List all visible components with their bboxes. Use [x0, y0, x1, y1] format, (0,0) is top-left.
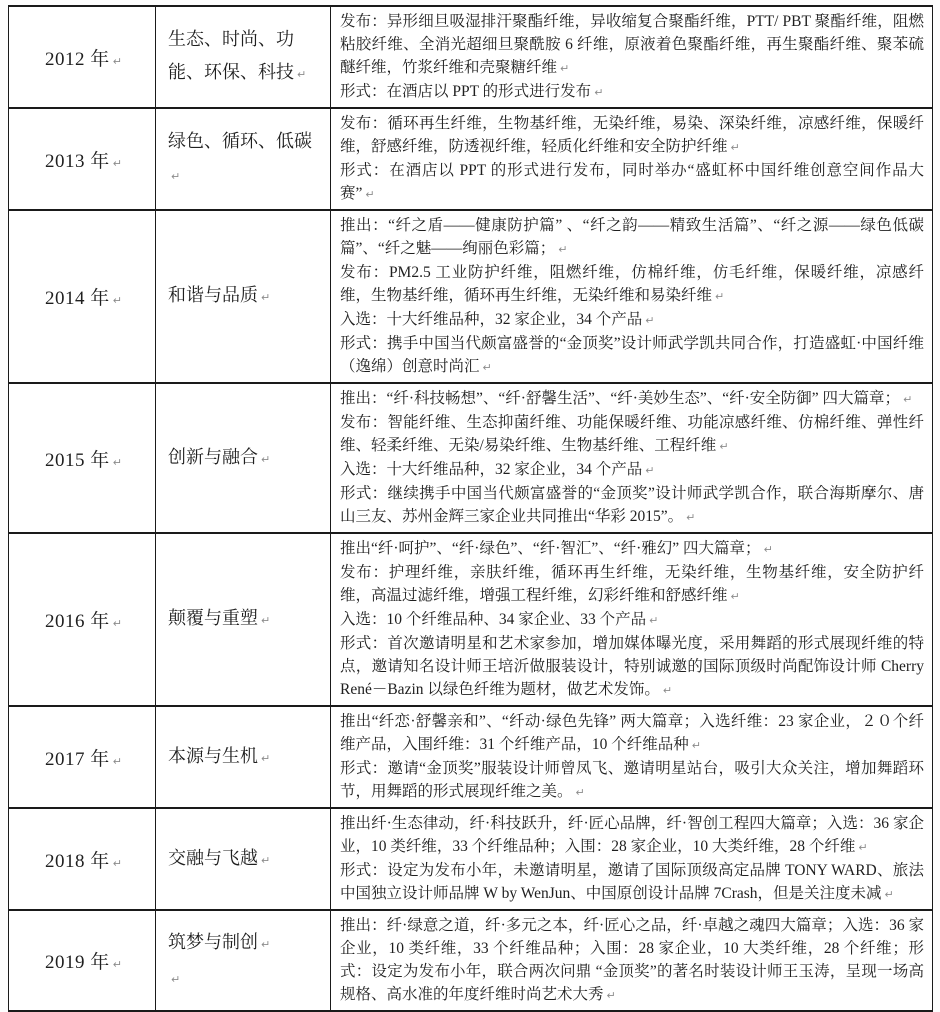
theme-paragraph: [168, 279, 324, 314]
paragraph-text: 2012 年: [45, 48, 110, 70]
table-row: [9, 6, 933, 108]
theme-paragraph: [168, 842, 324, 877]
table-row: [9, 383, 933, 533]
detail-paragraph: [340, 261, 924, 308]
paragraph-mark-icon: ↵: [171, 972, 181, 986]
detail-paragraph: [340, 859, 924, 906]
details-cell: [331, 383, 933, 533]
paragraph-mark-icon: ↵: [261, 614, 271, 627]
year-paragraph: [45, 947, 151, 974]
paragraph-text: 推出“纤恋·舒馨亲和”、“纤动·绿色先锋” 两大篇章；入选纤维：23 家企业，２０个纤维产品，入围纤维：31 个纤维产品，10 个纤维品种: [340, 713, 924, 753]
year-paragraph: [45, 146, 151, 173]
year-cell: [9, 383, 156, 533]
paragraph-text: 推出：“纤之盾——健康防护篇” 、“纤之韵——精致生活篇”、“纤之源——绿色低碳篇”、“纤之魅——绚丽色彩篇；: [340, 217, 924, 257]
year-cell: [9, 808, 156, 910]
paragraph-mark-icon: ↵: [719, 440, 729, 453]
paragraph-text: 2018 年: [45, 850, 110, 872]
paragraph-mark-icon: ↵: [112, 156, 123, 170]
paragraph-mark-icon: ↵: [560, 62, 570, 75]
details-cell: [331, 108, 933, 210]
detail-paragraph: [340, 387, 924, 411]
theme-cell: [156, 706, 331, 808]
paragraph-mark-icon: ↵: [112, 455, 123, 469]
theme-paragraph: [168, 740, 324, 775]
year-cell: [9, 706, 156, 808]
year-paragraph: [45, 283, 151, 310]
detail-paragraph: [340, 632, 924, 702]
paragraph-mark-icon: ↵: [261, 452, 271, 466]
paragraph-mark-icon: ↵: [365, 188, 375, 201]
paragraph-mark-icon: ↵: [715, 290, 725, 303]
year-cell: [9, 210, 156, 383]
table-row: [9, 533, 933, 706]
fiber-annual-release-table: [8, 5, 933, 1012]
paragraph-mark-icon: ↵: [558, 243, 568, 256]
paragraph-text: 和谐与品质: [168, 285, 258, 305]
detail-paragraph: [340, 80, 924, 104]
paragraph-text: 本源与生机: [168, 745, 258, 766]
paragraph-mark-icon: ↵: [730, 590, 740, 603]
paragraph-text: 绿色、循环、低碳: [168, 131, 312, 151]
theme-paragraph: [168, 23, 324, 91]
theme-cell: [156, 108, 331, 210]
theme-cell: [156, 210, 331, 383]
paragraph-mark-icon: ↵: [686, 511, 696, 524]
year-paragraph: [45, 445, 151, 472]
paragraph-text: 2015 年: [45, 449, 110, 471]
document-page: [8, 5, 933, 1012]
detail-paragraph: [340, 159, 924, 206]
paragraph-text: 发布：异形细旦吸湿排汗聚酯纤维，异收缩复合聚酯纤维，PTT/ PBT 聚酯纤维，阻燃粘胶纤维、全消光超细旦聚酰胺 6 纤维，原液着色聚酯纤维，再生聚酯纤维、聚苯硫醚纤维，竹浆纤维和壳聚糖纤维: [340, 13, 924, 76]
paragraph-mark-icon: ↵: [261, 937, 271, 951]
paragraph-text: 推出：“纤·科技畅想”、“纤·舒馨生活”、“纤·美妙生态”、“纤·安全防御” 四大篇章；: [340, 390, 901, 407]
paragraph-text: 发布：循环再生纤维，生物基纤维，无染纤维，易染、深染纤维，凉感纤维，保暖纤维，舒感纤维，防透视纤维，轻质化纤维和安全防护纤维: [340, 115, 924, 155]
table-row: [9, 108, 933, 210]
detail-paragraph: [340, 914, 924, 1007]
theme-paragraph: [168, 961, 324, 996]
paragraph-mark-icon: ↵: [171, 170, 181, 183]
details-cell: [331, 210, 933, 383]
paragraph-text: 形式：邀请“金顶奖”服装设计师曾凤飞、邀请明星站台，吸引大众关注，增加舞蹈环节，用舞蹈的形式展现纤维之美。: [340, 760, 924, 800]
year-cell: [9, 910, 156, 1011]
theme-paragraph: [168, 926, 324, 961]
paragraph-text: 2013 年: [45, 150, 110, 172]
paragraph-text: 2014 年: [45, 288, 110, 309]
table-row: [9, 808, 933, 910]
paragraph-text: 颠覆与重塑: [168, 608, 258, 628]
paragraph-text: 形式：继续携手中国当代颇富盛誉的“金顶奖”设计师武学凯合作，联合海斯摩尔、唐山三友、苏州金辉三家企业共同推出“华彩 2015”。: [340, 485, 924, 525]
paragraph-mark-icon: ↵: [112, 856, 123, 870]
paragraph-mark-icon: ↵: [112, 617, 123, 630]
paragraph-mark-icon: ↵: [261, 853, 271, 867]
paragraph-text: 2016 年: [45, 611, 110, 632]
table-row: [9, 706, 933, 808]
paragraph-mark-icon: ↵: [730, 141, 740, 154]
table-body: [9, 6, 933, 1011]
paragraph-mark-icon: ↵: [261, 751, 271, 765]
paragraph-text: 入选：十大纤维品种，32 家企业，34 个产品: [340, 461, 643, 478]
detail-paragraph: [340, 757, 924, 804]
paragraph-mark-icon: ↵: [575, 786, 585, 799]
paragraph-text: 入选：十大纤维品种，32 家企业，34 个产品: [340, 311, 643, 328]
detail-paragraph: [340, 112, 924, 159]
theme-cell: [156, 808, 331, 910]
year-paragraph: [45, 744, 151, 771]
paragraph-mark-icon: ↵: [884, 888, 894, 901]
paragraph-text: 形式：在酒店以 PPT 的形式进行发布，同时举办“盛虹杯中国纤维创意空间作品大赛”: [340, 162, 924, 202]
year-paragraph: [45, 44, 151, 71]
paragraph-text: 发布：PM2.5 工业防护纤维，阻燃纤维，仿棉纤维，仿毛纤维，保暖纤维，凉感纤维，生物基纤维，循环再生纤维，无染纤维和易染纤维: [340, 264, 924, 304]
paragraph-text: 2019 年: [45, 952, 110, 973]
theme-paragraph: [168, 125, 324, 193]
paragraph-text: 形式：携手中国当代颇富盛誉的“金顶奖”设计师武学凯共同合作，打造盛虹·中国纤维（逸绵）创意时尚汇: [340, 335, 924, 375]
paragraph-mark-icon: ↵: [261, 291, 271, 304]
paragraph-mark-icon: ↵: [112, 294, 123, 307]
details-cell: [331, 910, 933, 1011]
detail-paragraph: [340, 10, 924, 80]
paragraph-mark-icon: ↵: [763, 543, 773, 556]
details-cell: [331, 706, 933, 808]
year-cell: [9, 108, 156, 210]
table-row: [9, 910, 933, 1011]
detail-paragraph: [340, 710, 924, 757]
year-paragraph: [45, 846, 151, 873]
detail-paragraph: [340, 812, 924, 859]
details-cell: [331, 533, 933, 706]
paragraph-text: 生态、时尚、功能、环保、科技: [168, 29, 294, 82]
detail-paragraph: [340, 608, 924, 632]
paragraph-text: 形式：首次邀请明星和艺术家参加，增加媒体曝光度，采用舞蹈的形式展现纤维的特点，邀请知名设计师王培沂做服装设计，特别诚邀的国际顶级时尚配饰设计师 Cherry René－Bazin 以绿色纤维为题材，做艺术发饰。: [340, 635, 924, 698]
theme-paragraph: [168, 441, 324, 476]
paragraph-mark-icon: ↵: [594, 86, 604, 99]
paragraph-text: 2017 年: [45, 748, 110, 770]
paragraph-mark-icon: ↵: [662, 684, 673, 697]
paragraph-mark-icon: ↵: [645, 314, 655, 327]
theme-cell: [156, 6, 331, 108]
paragraph-text: 交融与飞越: [168, 847, 258, 868]
paragraph-mark-icon: ↵: [645, 464, 655, 477]
details-cell: [331, 6, 933, 108]
paragraph-text: 创新与融合: [168, 446, 258, 467]
detail-paragraph: [340, 411, 924, 458]
year-cell: [9, 6, 156, 108]
paragraph-text: 发布：智能纤维、生态抑菌纤维、功能保暖纤维、功能凉感纤维、仿棉纤维、弹性纤维、轻柔纤维、无染/易染纤维、生物基纤维、工程纤维: [340, 414, 924, 454]
paragraph-text: 推出“纤·呵护”、“纤·绿色”、“纤·智汇”、“纤·雅幻” 四大篇章；: [340, 540, 761, 557]
detail-paragraph: [340, 561, 924, 608]
paragraph-mark-icon: ↵: [112, 54, 123, 68]
table-row: [9, 210, 933, 383]
paragraph-mark-icon: ↵: [297, 68, 307, 81]
detail-paragraph: [340, 308, 924, 332]
detail-paragraph: [340, 332, 924, 379]
paragraph-text: 形式：设定为发布小年，未邀请明星，邀请了国际顶级高定品牌 TONY WARD、旅法中国独立设计师品牌 W by WenJun、中国原创设计品牌 7Crash，但是关注度未减: [340, 862, 924, 902]
paragraph-mark-icon: ↵: [903, 393, 913, 406]
paragraph-mark-icon: ↵: [691, 739, 701, 752]
paragraph-text: 形式：在酒店以 PPT 的形式进行发布: [340, 83, 592, 100]
details-cell: [331, 808, 933, 910]
paragraph-text: 推出：纤·绿意之道，纤·多元之本，纤·匠心之品，纤·卓越之魂四大篇章；入选：36 家企业，10 类纤维，33 个纤维品种；入围：28 家企业，10 大类纤维，28 个纤维；形式：设定为发布小年，联合两次问鼎 “金顶奖”的著名时装设计师王玉涛，呈现一场高规格、高水准的年度纤维时尚艺术大秀: [340, 917, 924, 1003]
paragraph-mark-icon: ↵: [112, 958, 123, 971]
paragraph-mark-icon: ↵: [649, 614, 659, 627]
paragraph-text: 入选：10 个纤维品种、34 家企业、33 个产品: [340, 611, 647, 628]
detail-paragraph: [340, 482, 924, 529]
detail-paragraph: [340, 458, 924, 482]
paragraph-mark-icon: ↵: [606, 989, 616, 1002]
paragraph-text: 筑梦与制创: [168, 931, 258, 952]
theme-cell: [156, 383, 331, 533]
year-cell: [9, 533, 156, 706]
detail-paragraph: [340, 537, 924, 561]
paragraph-mark-icon: ↵: [482, 361, 492, 374]
theme-paragraph: [168, 602, 324, 637]
paragraph-text: 推出纤·生态律动，纤·科技跃升，纤·匠心品牌，纤·智创工程四大篇章；入选：36 家企业，10 类纤维，33 个纤维品种；入围：28 家企业，10 大类纤维，28 个纤维: [340, 815, 924, 855]
theme-cell: [156, 910, 331, 1011]
paragraph-text: 发布：护理纤维，亲肤纤维，循环再生纤维，无染纤维，生物基纤维，安全防护纤维，高温过滤纤维，增强工程纤维，幻彩纤维和舒感纤维: [340, 564, 924, 604]
year-paragraph: [45, 606, 151, 633]
detail-paragraph: [340, 214, 924, 261]
theme-cell: [156, 533, 331, 706]
paragraph-mark-icon: ↵: [858, 841, 868, 854]
paragraph-mark-icon: ↵: [112, 754, 123, 768]
